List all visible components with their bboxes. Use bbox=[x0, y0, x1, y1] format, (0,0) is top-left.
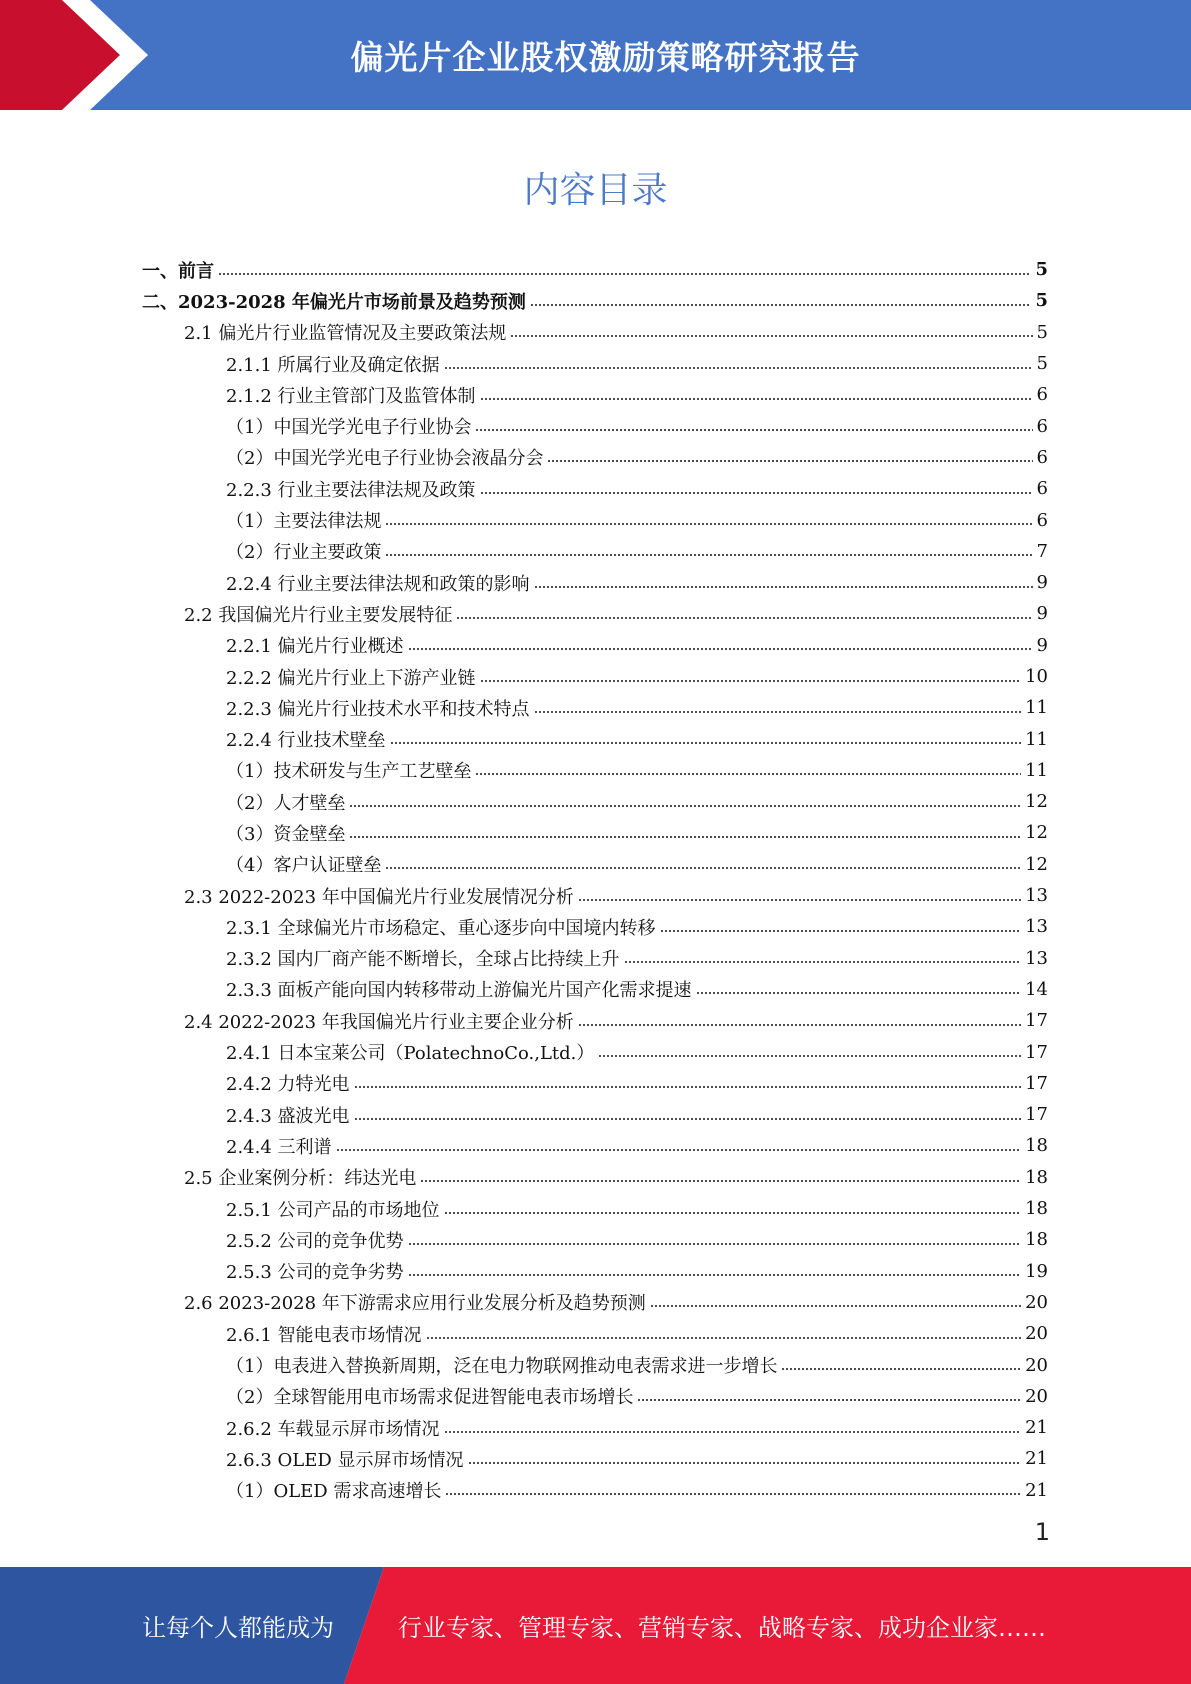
toc-entry[interactable] bbox=[142, 817, 1048, 848]
toc-dot-leader bbox=[456, 617, 1032, 619]
toc-entry[interactable] bbox=[142, 661, 1048, 692]
toc-dot-leader bbox=[475, 773, 1021, 775]
toc-entry[interactable] bbox=[142, 1443, 1048, 1474]
footer-slogan-right: 行业专家、管理专家、营销专家、战略专家、成功企业家…… bbox=[398, 1614, 1046, 1642]
toc-entry-title: （4）客户认证壁垒 bbox=[226, 855, 382, 877]
toc-entry-page: 13 bbox=[1025, 885, 1048, 907]
toc-entry[interactable] bbox=[142, 317, 1048, 348]
toc-dot-leader bbox=[547, 460, 1032, 462]
toc-entry[interactable] bbox=[142, 442, 1048, 473]
toc-entry-page: 20 bbox=[1025, 1323, 1048, 1345]
toc-entry[interactable] bbox=[142, 379, 1048, 410]
toc-entry-page: 11 bbox=[1025, 728, 1048, 750]
toc-entry-page: 10 bbox=[1025, 666, 1048, 687]
toc-entry[interactable] bbox=[142, 1318, 1048, 1349]
toc-entry[interactable] bbox=[142, 598, 1048, 629]
toc-entry[interactable] bbox=[142, 1349, 1048, 1380]
toc-dot-leader bbox=[475, 429, 1032, 431]
footer-slogan-left: 让每个人都能成为 bbox=[142, 1614, 334, 1642]
toc-entry-page: 18 bbox=[1025, 1198, 1048, 1220]
toc-entry-page: 5 bbox=[1035, 259, 1048, 281]
toc-entry-title: （2）全球智能用电市场需求促进智能电表市场增长 bbox=[226, 1387, 634, 1409]
report-title: 偏光片企业股权激励策略研究报告 bbox=[350, 37, 861, 77]
toc-dot-leader bbox=[534, 711, 1022, 713]
toc-entry-title: （2）中国光学光电子行业协会液晶分会 bbox=[226, 448, 544, 470]
toc-entry[interactable] bbox=[142, 473, 1048, 504]
toc-entry-page: 17 bbox=[1025, 1104, 1048, 1126]
page-number: 1 bbox=[1034, 1518, 1050, 1546]
toc-heading: 内容目录 bbox=[523, 170, 668, 211]
toc-dot-leader bbox=[444, 1212, 1022, 1214]
toc-entry-page: 6 bbox=[1036, 509, 1048, 531]
toc-entry-page: 11 bbox=[1025, 759, 1048, 781]
toc-dot-leader bbox=[385, 554, 1032, 556]
toc-entry-title: （1）中国光学光电子行业协会 bbox=[226, 417, 472, 439]
toc-entry-page: 9 bbox=[1036, 603, 1048, 625]
toc-entry-title: 一、前言 bbox=[142, 260, 214, 282]
toc-entry-title: 2.4 2022-2023 年我国偏光片行业主要企业分析 bbox=[184, 1011, 574, 1033]
toc-entry[interactable] bbox=[142, 1130, 1048, 1161]
toc-entry-title: （1）电表进入替换新周期，泛在电力物联网推动电表需求进一步增长 bbox=[226, 1356, 778, 1378]
toc-entry-title: （1）OLED 需求高速增长 bbox=[226, 1481, 442, 1503]
toc-entry-title: 2.3.2 国内厂商产能不断增长，全球占比持续上升 bbox=[226, 949, 620, 971]
toc-entry-page: 20 bbox=[1025, 1291, 1048, 1313]
toc-entry[interactable] bbox=[142, 410, 1048, 441]
toc-entry-title: 2.5 企业案例分析：纬达光电 bbox=[184, 1168, 417, 1190]
toc-dot-leader bbox=[510, 335, 1032, 337]
toc-entry[interactable] bbox=[142, 786, 1048, 817]
toc-entry[interactable] bbox=[142, 911, 1048, 942]
toc-entry-page: 18 bbox=[1025, 1229, 1048, 1251]
toc-entry-page: 7 bbox=[1036, 540, 1048, 562]
table-of-contents bbox=[142, 254, 1048, 1506]
toc-entry-title: 2.2.3 偏光片行业技术水平和技术特点 bbox=[226, 698, 530, 720]
toc-entry[interactable] bbox=[142, 504, 1048, 535]
toc-entry[interactable] bbox=[142, 1224, 1048, 1255]
toc-dot-leader bbox=[637, 1399, 1021, 1401]
toc-entry-page: 5 bbox=[1036, 321, 1048, 343]
toc-entry-title: （2）行业主要政策 bbox=[226, 542, 382, 564]
toc-entry[interactable] bbox=[142, 348, 1048, 379]
toc-dot-leader bbox=[444, 367, 1033, 369]
toc-entry-page: 5 bbox=[1035, 290, 1048, 312]
toc-entry[interactable] bbox=[142, 1162, 1048, 1193]
toc-dot-leader bbox=[650, 1305, 1021, 1307]
toc-entry[interactable] bbox=[142, 1193, 1048, 1224]
report-footer bbox=[0, 1567, 1191, 1684]
toc-entry-title: （3）资金壁垒 bbox=[226, 823, 346, 845]
toc-entry-page: 21 bbox=[1025, 1448, 1048, 1470]
toc-entry-page: 21 bbox=[1025, 1417, 1048, 1439]
toc-dot-leader bbox=[420, 1180, 1021, 1182]
toc-entry-title: 二、2023-2028 年偏光片市场前景及趋势预测 bbox=[142, 291, 526, 313]
toc-dot-leader bbox=[781, 1368, 1021, 1370]
toc-dot-leader bbox=[480, 398, 1033, 400]
toc-entry-title: 2.1.1 所属行业及确定依据 bbox=[226, 354, 440, 376]
toc-entry[interactable] bbox=[142, 285, 1048, 316]
toc-dot-leader bbox=[480, 492, 1033, 494]
toc-entry-title: 2.6.1 智能电表市场情况 bbox=[226, 1324, 422, 1346]
toc-entry-page: 14 bbox=[1025, 978, 1048, 1000]
toc-entry-title: 2.2.4 行业主要法律法规和政策的影响 bbox=[226, 573, 530, 595]
toc-entry-title: 2.4.3 盛波光电 bbox=[226, 1105, 350, 1127]
toc-entry-title: 2.4.4 三利谱 bbox=[226, 1136, 332, 1158]
toc-entry-title: （1）技术研发与生产工艺壁垒 bbox=[226, 761, 472, 783]
toc-dot-leader bbox=[468, 1462, 1022, 1464]
toc-entry-page: 12 bbox=[1025, 853, 1048, 875]
toc-dot-leader bbox=[480, 680, 1022, 682]
toc-dot-leader bbox=[408, 1243, 1022, 1245]
toc-entry[interactable] bbox=[142, 1005, 1048, 1036]
toc-entry[interactable] bbox=[142, 1036, 1048, 1067]
toc-entry[interactable] bbox=[142, 1287, 1048, 1318]
toc-entry-title: 2.5.3 公司的竞争劣势 bbox=[226, 1262, 404, 1284]
toc-entry-page: 12 bbox=[1025, 822, 1048, 844]
toc-entry-page: 13 bbox=[1025, 947, 1048, 969]
toc-entry-title: 2.6.2 车载显示屏市场情况 bbox=[226, 1418, 440, 1440]
toc-entry-page: 6 bbox=[1036, 415, 1048, 437]
toc-dot-leader bbox=[408, 648, 1033, 650]
toc-entry-page: 6 bbox=[1036, 446, 1048, 468]
report-header bbox=[0, 0, 1191, 110]
toc-entry[interactable] bbox=[142, 254, 1048, 285]
toc-entry[interactable] bbox=[142, 1412, 1048, 1443]
toc-dot-leader bbox=[534, 586, 1033, 588]
toc-entry[interactable] bbox=[142, 567, 1048, 598]
toc-entry-page: 19 bbox=[1025, 1260, 1048, 1282]
toc-dot-leader bbox=[578, 1024, 1021, 1026]
toc-entry[interactable] bbox=[142, 1099, 1048, 1130]
toc-dot-leader bbox=[444, 1431, 1022, 1433]
toc-dot-leader bbox=[598, 1055, 1021, 1057]
toc-entry[interactable] bbox=[142, 943, 1048, 974]
toc-dot-leader bbox=[336, 1149, 1022, 1151]
toc-dot-leader bbox=[385, 867, 1021, 869]
toc-entry[interactable] bbox=[142, 723, 1048, 754]
toc-dot-leader bbox=[660, 930, 1022, 932]
toc-entry[interactable] bbox=[142, 974, 1048, 1005]
toc-entry-title: 2.5.1 公司产品的市场地位 bbox=[226, 1199, 440, 1221]
toc-entry-title: 2.2.1 偏光片行业概述 bbox=[226, 636, 404, 658]
toc-entry-page: 9 bbox=[1036, 634, 1048, 656]
toc-entry-page: 17 bbox=[1025, 1010, 1048, 1032]
toc-entry[interactable] bbox=[142, 1068, 1048, 1099]
toc-entry-page: 6 bbox=[1036, 384, 1048, 406]
toc-entry-page: 5 bbox=[1036, 353, 1048, 375]
toc-entry-title: 2.3 2022-2023 年中国偏光片行业发展情况分析 bbox=[184, 886, 574, 908]
toc-entry-page: 9 bbox=[1036, 572, 1048, 594]
toc-dot-leader bbox=[390, 742, 1022, 744]
toc-entry-title: 2.2.3 行业主要法律法规及政策 bbox=[226, 479, 476, 501]
toc-entry-page: 6 bbox=[1036, 478, 1048, 500]
toc-entry[interactable] bbox=[142, 630, 1048, 661]
toc-entry-page: 20 bbox=[1025, 1385, 1048, 1407]
toc-entry-title: 2.2.4 行业技术壁垒 bbox=[226, 730, 386, 752]
toc-entry[interactable] bbox=[142, 755, 1048, 786]
toc-entry[interactable] bbox=[142, 1381, 1048, 1412]
toc-entry-title: （1）主要法律法规 bbox=[226, 511, 382, 533]
toc-entry[interactable] bbox=[142, 692, 1048, 723]
toc-dot-leader bbox=[426, 1337, 1022, 1339]
toc-dot-leader bbox=[349, 805, 1021, 807]
toc-entry-title: 2.6 2023-2028 年下游需求应用行业发展分析及趋势预测 bbox=[184, 1293, 646, 1315]
toc-entry[interactable] bbox=[142, 1256, 1048, 1287]
toc-entry-title: 2.2.2 偏光片行业上下游产业链 bbox=[226, 667, 476, 689]
toc-entry-page: 21 bbox=[1025, 1479, 1048, 1501]
toc-dot-leader bbox=[408, 1274, 1022, 1276]
toc-entry-title: 2.5.2 公司的竞争优势 bbox=[226, 1230, 404, 1252]
toc-entry-title: 2.3.3 面板产能向国内转移带动上游偏光片国产化需求提速 bbox=[226, 980, 692, 1002]
toc-entry-page: 17 bbox=[1025, 1072, 1048, 1094]
toc-entry-page: 13 bbox=[1025, 916, 1048, 938]
toc-entry-page: 18 bbox=[1025, 1135, 1048, 1157]
toc-dot-leader bbox=[354, 1086, 1022, 1088]
toc-entry[interactable] bbox=[142, 880, 1048, 911]
toc-entry-title: 2.4.1 日本宝莱公司（PolatechnoCo.,Ltd.） bbox=[226, 1043, 595, 1065]
toc-entry-page: 12 bbox=[1025, 791, 1048, 813]
toc-entry-page: 17 bbox=[1025, 1041, 1048, 1063]
toc-dot-leader bbox=[530, 304, 1032, 306]
toc-entry[interactable] bbox=[142, 849, 1048, 880]
toc-dot-leader bbox=[445, 1493, 1021, 1495]
toc-entry-title: 2.3.1 全球偏光片市场稳定、重心逐步向中国境内转移 bbox=[226, 917, 656, 939]
toc-dot-leader bbox=[349, 836, 1021, 838]
toc-entry-title: 2.2 我国偏光片行业主要发展特征 bbox=[184, 604, 453, 626]
toc-entry-page: 20 bbox=[1025, 1354, 1048, 1376]
toc-entry-title: 2.6.3 OLED 显示屏市场情况 bbox=[226, 1449, 464, 1471]
toc-entry-page: 18 bbox=[1025, 1166, 1048, 1188]
toc-dot-leader bbox=[578, 899, 1021, 901]
toc-entry-page: 11 bbox=[1025, 697, 1048, 719]
toc-dot-leader bbox=[354, 1118, 1022, 1120]
toc-entry[interactable] bbox=[142, 536, 1048, 567]
toc-entry-title: 2.1 偏光片行业监管情况及主要政策法规 bbox=[184, 323, 507, 345]
toc-entry-title: 2.4.2 力特光电 bbox=[226, 1074, 350, 1096]
toc-dot-leader bbox=[624, 961, 1022, 963]
toc-dot-leader bbox=[385, 523, 1032, 525]
toc-entry-title: 2.1.2 行业主管部门及监管体制 bbox=[226, 385, 476, 407]
toc-dot-leader bbox=[696, 992, 1022, 994]
toc-dot-leader bbox=[218, 273, 1031, 275]
toc-entry[interactable] bbox=[142, 1475, 1048, 1506]
toc-entry-title: （2）人才壁垒 bbox=[226, 792, 346, 814]
